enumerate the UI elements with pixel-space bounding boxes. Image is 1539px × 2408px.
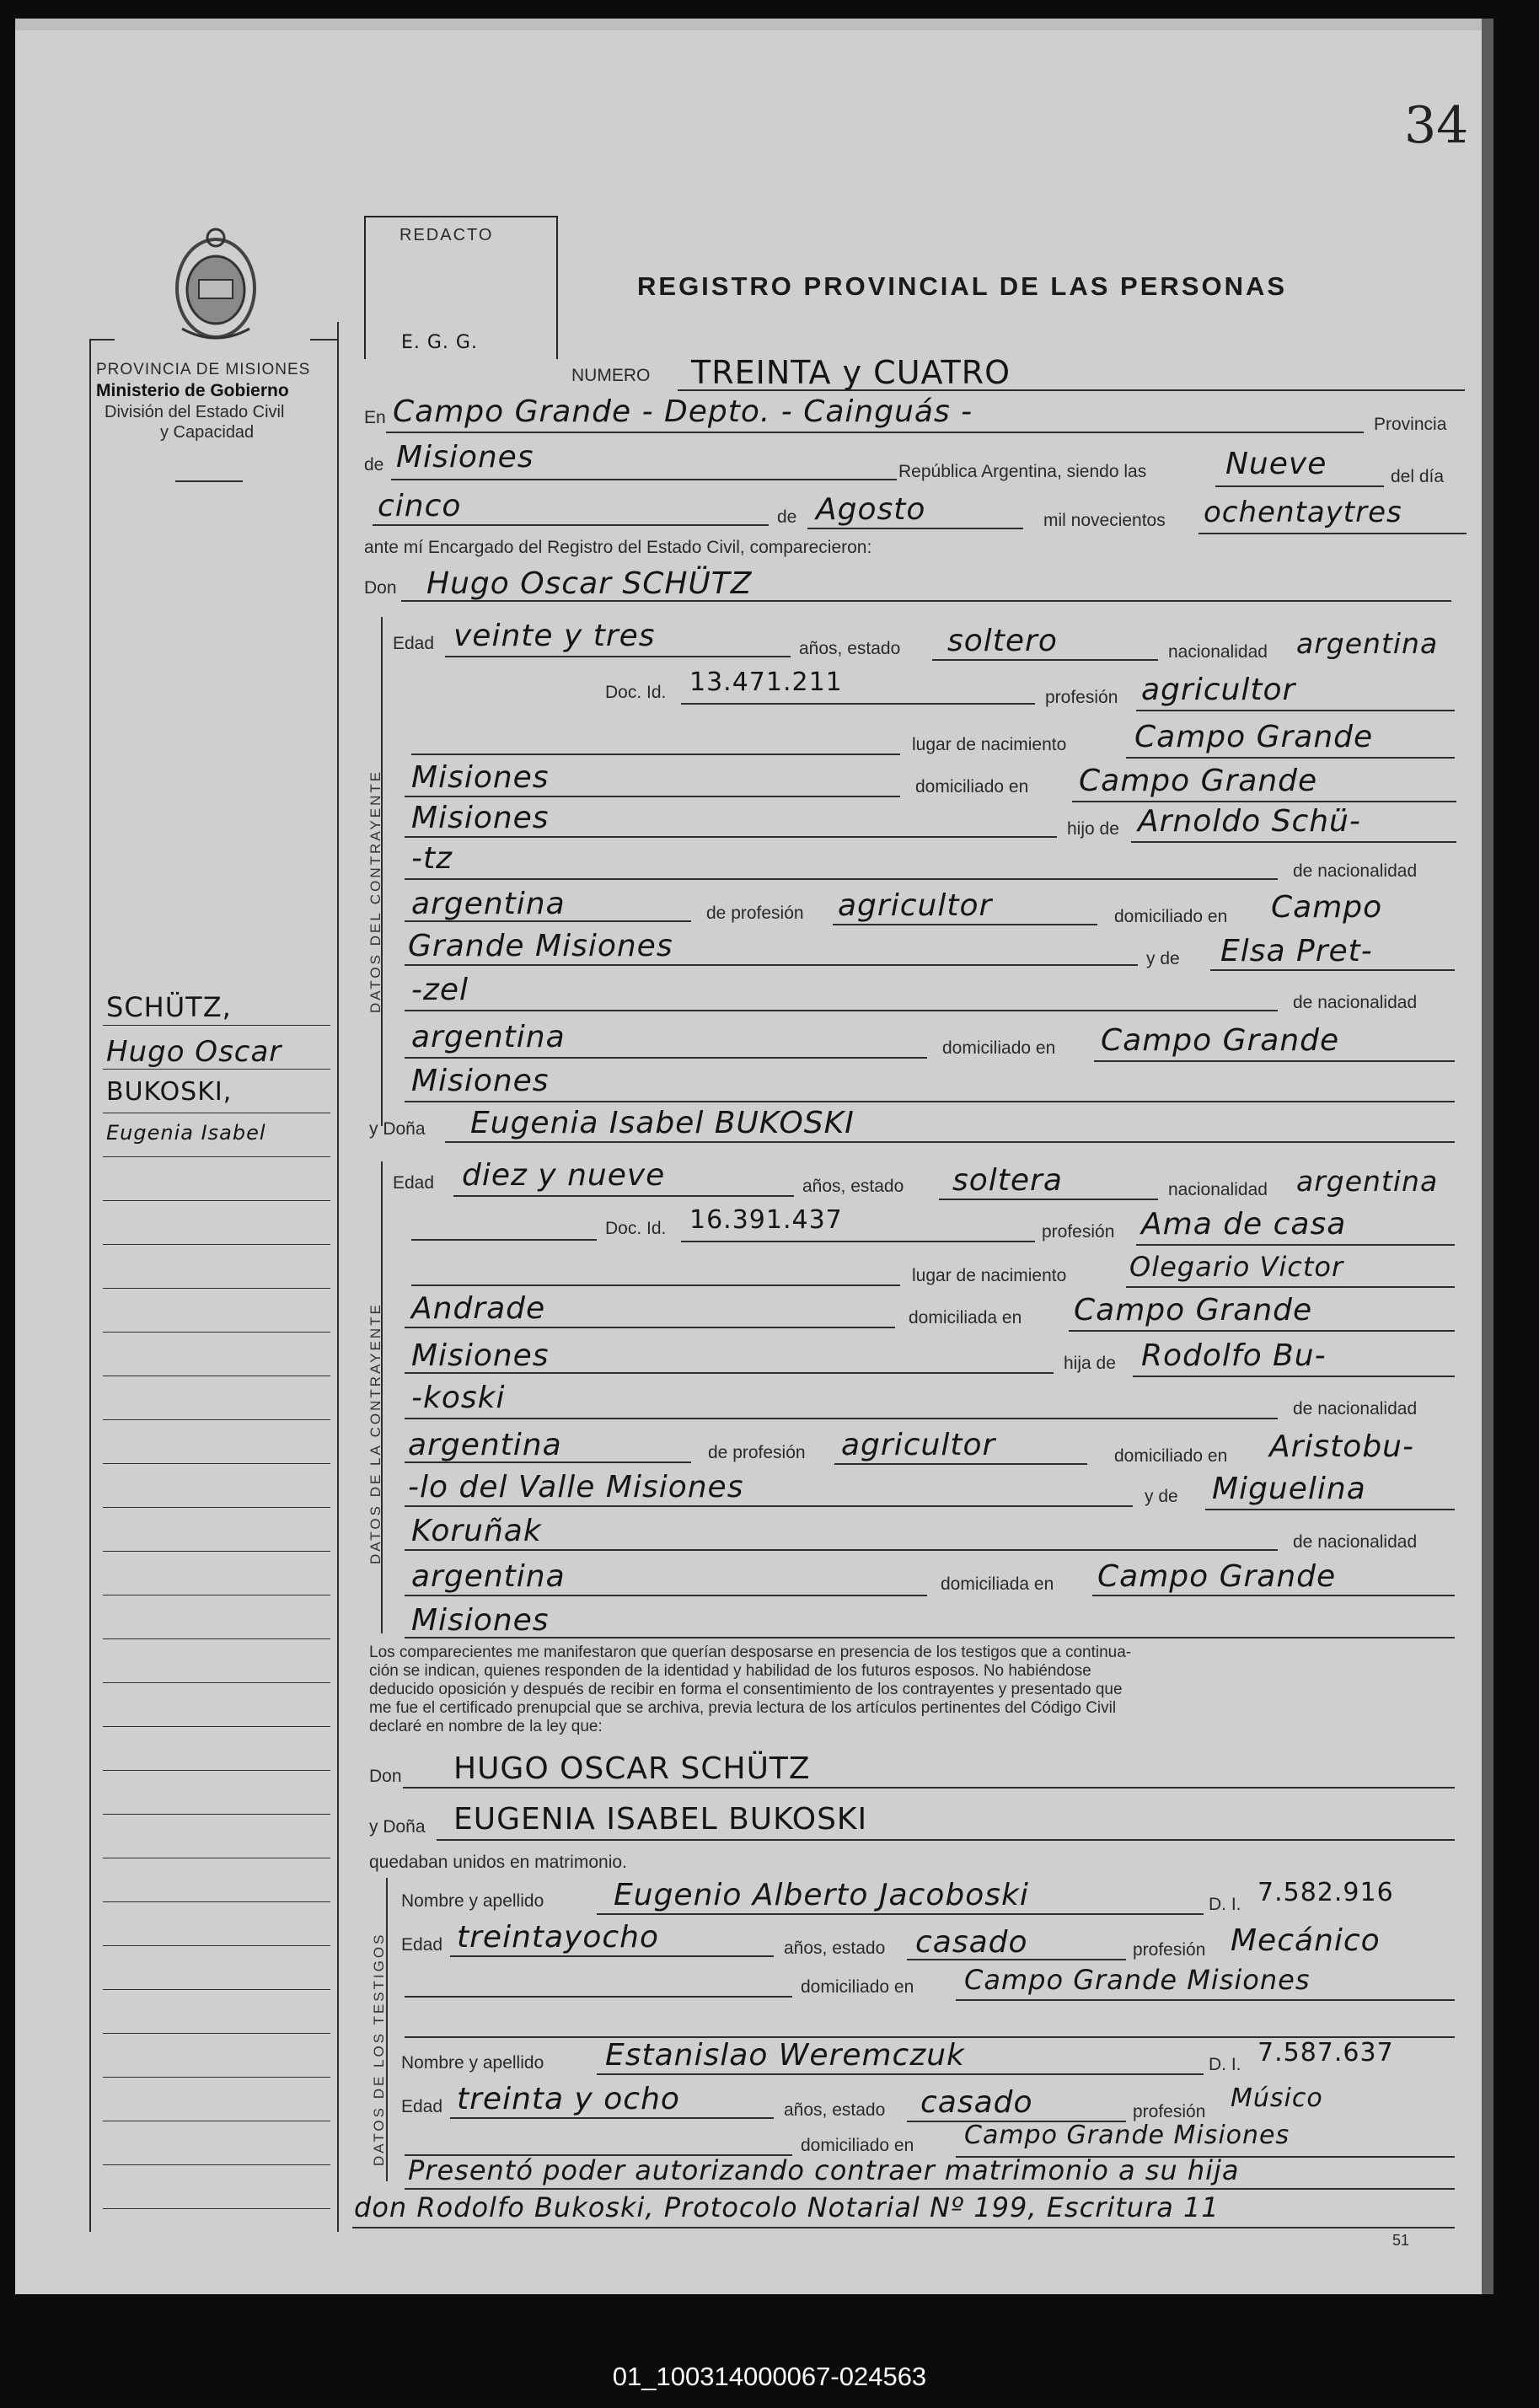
decl-dona-label: y Doña: [369, 1817, 426, 1837]
t2-edad-label: Edad: [401, 2097, 443, 2116]
decl-don: HUGO OSCAR SCHÜTZ: [453, 1751, 811, 1786]
f-de-nac-label: de nacionalidad: [1293, 1399, 1418, 1419]
c-de-nac-label: de nacionalidad: [1293, 861, 1418, 881]
c-prof-label: profesión: [1045, 688, 1118, 707]
t2-di: 7.587.637: [1257, 2038, 1394, 2067]
c-nac-label: nacionalidad: [1168, 642, 1268, 662]
t1-prof-label: profesión: [1133, 1940, 1206, 1960]
t2-di-label: D. I.: [1209, 2055, 1241, 2074]
f-prof-label: profesión: [1042, 1222, 1115, 1242]
margin-rule: [103, 1901, 330, 1902]
f-madre-nac: argentina: [411, 1559, 566, 1594]
t1-dom: Campo Grande Misiones: [964, 1964, 1311, 1996]
t1-anios-label: años, estado: [784, 1939, 886, 1958]
f-lugar: Olegario Victor: [1129, 1251, 1344, 1283]
c-dom: Campo Grande: [1079, 764, 1318, 798]
t2-dom-label: domiciliado en: [801, 2136, 914, 2155]
province-header: PROVINCIA DE MISIONES: [96, 361, 311, 378]
decl-unidos: quedaban unidos en matrimonio.: [369, 1853, 627, 1872]
c-lugar: Campo Grande: [1134, 720, 1374, 754]
c-madre-nac: argentina: [411, 1020, 566, 1054]
dia-value: cinco: [378, 489, 462, 523]
c-edad: veinte y tres: [453, 619, 656, 653]
margin-rule: [103, 1770, 330, 1771]
f-prof: Ama de casa: [1141, 1207, 1347, 1242]
c-madre-nac-label: de nacionalidad: [1293, 993, 1418, 1012]
sheet-edge-ink-1: [15, 19, 1482, 30]
registry-page: [15, 19, 1493, 2294]
c-anios-label: años, estado: [799, 639, 901, 658]
margin-name-3: BUKOSKI,: [106, 1077, 233, 1107]
c-madre: Elsa Pret-: [1220, 934, 1373, 968]
c-doc-label: Doc. Id.: [605, 683, 667, 702]
c-madre-dom: Campo Grande: [1101, 1023, 1340, 1058]
del-dia-label: del día: [1391, 467, 1445, 486]
f-hija-label: hija de: [1064, 1354, 1116, 1373]
redacto-box: [364, 216, 558, 359]
c-madre-2: -zel: [411, 973, 469, 1007]
f-anios-label: años, estado: [802, 1177, 904, 1196]
c-padre: Arnoldo Schü-: [1138, 804, 1361, 839]
t2-anios-label: años, estado: [784, 2100, 886, 2120]
de-value: Misiones: [396, 440, 534, 475]
c-dom-label: domiciliado en: [915, 777, 1029, 796]
f-edad-label: Edad: [393, 1173, 435, 1193]
margin-rule: [103, 1332, 330, 1333]
numero-label: NUMERO: [571, 366, 651, 385]
t1-di-label: D. I.: [1209, 1895, 1241, 1914]
f-madre-2: Koruñak: [411, 1514, 542, 1548]
c-madre-dom-label: domiciliado en: [942, 1038, 1056, 1058]
de-label: de: [364, 455, 384, 475]
t1-edad: treintayocho: [457, 1920, 660, 1955]
division-header: División del Estado Civil: [105, 403, 285, 421]
c-doc: 13.471.211: [689, 668, 843, 697]
en-value: Campo Grande - Depto. - Cainguás -: [393, 394, 973, 429]
f-doc: 16.391.437: [689, 1205, 843, 1235]
c-padre-nac: argentina: [411, 887, 566, 921]
margin-rule: [103, 1156, 330, 1157]
margin-rule: [103, 1025, 330, 1026]
c-prof: agricultor: [1141, 673, 1296, 707]
redacto-initials: E. G. G.: [401, 332, 478, 353]
c-lugar-2: Misiones: [411, 760, 550, 795]
don-value: Hugo Oscar SCHÜTZ: [426, 566, 753, 601]
margin-rule: [103, 2164, 330, 2165]
margin-rule: [103, 1682, 330, 1683]
t1-nombre: Eugenio Alberto Jacoboski: [614, 1878, 1029, 1912]
decl-dona: EUGENIA ISABEL BUKOSKI: [453, 1802, 868, 1837]
f-lugar-2: Andrade: [411, 1291, 546, 1326]
margin-rule: [103, 1419, 330, 1420]
capacity-header: y Capacidad: [160, 423, 255, 442]
t2-prof-label: profesión: [1133, 2102, 1206, 2121]
f-madre: Miguelina: [1212, 1472, 1366, 1506]
mes-value: Agosto: [816, 492, 926, 527]
en-label: En: [364, 408, 386, 427]
c-madre-dom-2: Misiones: [411, 1064, 550, 1098]
margin-rule: [103, 1945, 330, 1946]
contrayenta-side-label: DATOS DE LA CONTRAYENTE: [367, 1302, 383, 1564]
c-lugar-label: lugar de nacimiento: [912, 735, 1067, 754]
t1-estado: casado: [915, 1925, 1028, 1960]
t2-nombre: Estanislao Weremczuk: [605, 2038, 965, 2073]
provincia-label: Provincia: [1374, 415, 1447, 434]
margin-rule: [103, 1551, 330, 1552]
f-dom-2: Misiones: [411, 1338, 550, 1373]
mil-novecientos-label: mil novecientos: [1043, 511, 1166, 530]
t1-prof: Mecánico: [1231, 1923, 1381, 1958]
c-hijo-label: hijo de: [1067, 819, 1119, 839]
margin-rule: [103, 1507, 330, 1508]
c-nac: argentina: [1296, 627, 1439, 660]
testigos-side-label: DATOS DE LOS TESTIGOS: [371, 1932, 387, 2166]
margin-rule: [103, 1244, 330, 1245]
f-nac: argentina: [1296, 1165, 1439, 1198]
numero-value: TREINTA y CUATRO: [691, 354, 1011, 391]
margin-rule: [103, 1288, 330, 1289]
t1-nombre-label: Nombre y apellido: [401, 1891, 544, 1911]
f-padre-dom-2: -lo del Valle Misiones: [408, 1470, 744, 1504]
nota-line-2: don Rodolfo Bukoski, Protocolo Notarial Nº 199, Escritura 11: [354, 2191, 1220, 2223]
t2-prof: Músico: [1231, 2084, 1323, 2113]
margin-rule: [103, 1726, 330, 1727]
c-padre-2: -tz: [411, 841, 453, 876]
f-madre-dom: Campo Grande: [1097, 1559, 1337, 1594]
nota-line-1: Presentó poder autorizando contraer matrimonio a su hija: [408, 2154, 1240, 2186]
t1-edad-label: Edad: [401, 1935, 443, 1955]
f-madre-dom-label: domiciliada en: [941, 1574, 1054, 1594]
margin-rule: [103, 1638, 330, 1639]
t2-edad: treinta y ocho: [457, 2082, 680, 2116]
dona-label: y Doña: [369, 1119, 426, 1139]
margin-rule: [103, 1200, 330, 1201]
page-number: 34: [1404, 96, 1469, 155]
f-de-prof-label: de profesión: [708, 1443, 806, 1462]
declaracion-line-3: deducido oposición y después de recibir en forma el consentimiento de los contrayentes y presentado que: [369, 1681, 1123, 1698]
t2-dom: Campo Grande Misiones: [964, 2121, 1290, 2150]
decl-don-label: Don: [369, 1767, 402, 1786]
f-estado: soltera: [952, 1163, 1063, 1198]
c-padre-dom-2: Grande Misiones: [408, 929, 673, 963]
f-padre-2: -koski: [411, 1381, 506, 1415]
margin-rule: [103, 1069, 330, 1070]
c-edad-label: Edad: [393, 634, 435, 653]
dona-value: Eugenia Isabel BUKOSKI: [470, 1106, 855, 1140]
margin-rule: [103, 2208, 330, 2209]
margin-rule: [103, 1463, 330, 1464]
document-title: REGISTRO PROVINCIAL DE LAS PERSONAS: [637, 271, 1288, 301]
margin-rule: [103, 1814, 330, 1815]
margin-rule: [103, 1989, 330, 1990]
margin-rule: [103, 2033, 330, 2034]
f-padre-nac: argentina: [408, 1428, 562, 1462]
t2-estado: casado: [920, 2085, 1033, 2120]
hora-value: Nueve: [1225, 447, 1327, 481]
f-dom: Campo Grande: [1074, 1293, 1313, 1327]
t1-dom-label: domiciliado en: [801, 1977, 914, 1997]
f-padre: Rodolfo Bu-: [1141, 1338, 1327, 1373]
c-padre-dom: Campo: [1271, 890, 1383, 925]
f-lugar-label: lugar de nacimiento: [912, 1266, 1067, 1285]
ministry-header: Ministerio de Gobierno: [96, 381, 289, 400]
f-doc-label: Doc. Id.: [605, 1219, 667, 1238]
redacto-label: REDACTO: [399, 226, 494, 244]
nota-small-number: 51: [1392, 2232, 1410, 2249]
declaracion-line-1: Los comparecientes me manifestaron que querían desposarse en presencia de los testigos que a continua-: [369, 1644, 1132, 1661]
c-dom-2: Misiones: [411, 801, 550, 835]
f-edad: diez y nueve: [462, 1158, 666, 1193]
margin-name-4: Eugenia Isabel: [106, 1121, 266, 1145]
f-padre-dom: Aristobu-: [1269, 1429, 1414, 1464]
c-estado: soltero: [947, 624, 1058, 658]
coat-of-arms-seal: [165, 221, 266, 347]
contrayente-side-label: DATOS DEL CONTRAYENTE: [367, 769, 383, 1013]
f-padre-prof: agricultor: [841, 1428, 996, 1462]
margin-rule: [103, 2077, 330, 2078]
c-de-prof-label: de profesión: [706, 904, 804, 923]
f-y-de-label: y de: [1145, 1487, 1178, 1506]
f-padre-dom-label: domiciliado en: [1114, 1446, 1228, 1466]
republica-label: República Argentina, siendo las: [898, 462, 1147, 481]
t2-nombre-label: Nombre y apellido: [401, 2053, 544, 2073]
declaracion-line-2: ción se indican, quienes responden de la identidad y habilidad de los futuros esposos. No habiéndose: [369, 1662, 1091, 1680]
de-mes-label: de: [777, 507, 797, 527]
ante-label: ante mí Encargado del Registro del Estado Civil, comparecieron:: [364, 538, 872, 557]
margin-rule: [103, 1595, 330, 1596]
c-padre-dom-label: domiciliado en: [1114, 907, 1228, 926]
declaracion-line-4: me fue el certificado prenupcial que se archiva, previa lectura de los artículos pertinentes del Código Civil: [369, 1699, 1117, 1717]
c-y-de-label: y de: [1146, 949, 1180, 968]
t1-di: 7.582.916: [1257, 1878, 1394, 1907]
f-madre-nac-label: de nacionalidad: [1293, 1532, 1418, 1552]
f-nac-label: nacionalidad: [1168, 1180, 1268, 1199]
margin-name-1: SCHÜTZ,: [106, 991, 232, 1023]
f-madre-dom-2: Misiones: [411, 1603, 550, 1638]
f-dom-label: domiciliada en: [909, 1308, 1022, 1327]
anio-value: ochentaytres: [1204, 496, 1402, 529]
don-label: Don: [364, 578, 397, 598]
scan-id-footer: 01_100314000067-024563: [0, 2360, 1539, 2408]
margin-name-2: Hugo Oscar: [106, 1035, 282, 1069]
c-padre-prof: agricultor: [838, 888, 993, 923]
declaracion-line-5: declaré en nombre de la ley que:: [369, 1718, 603, 1735]
